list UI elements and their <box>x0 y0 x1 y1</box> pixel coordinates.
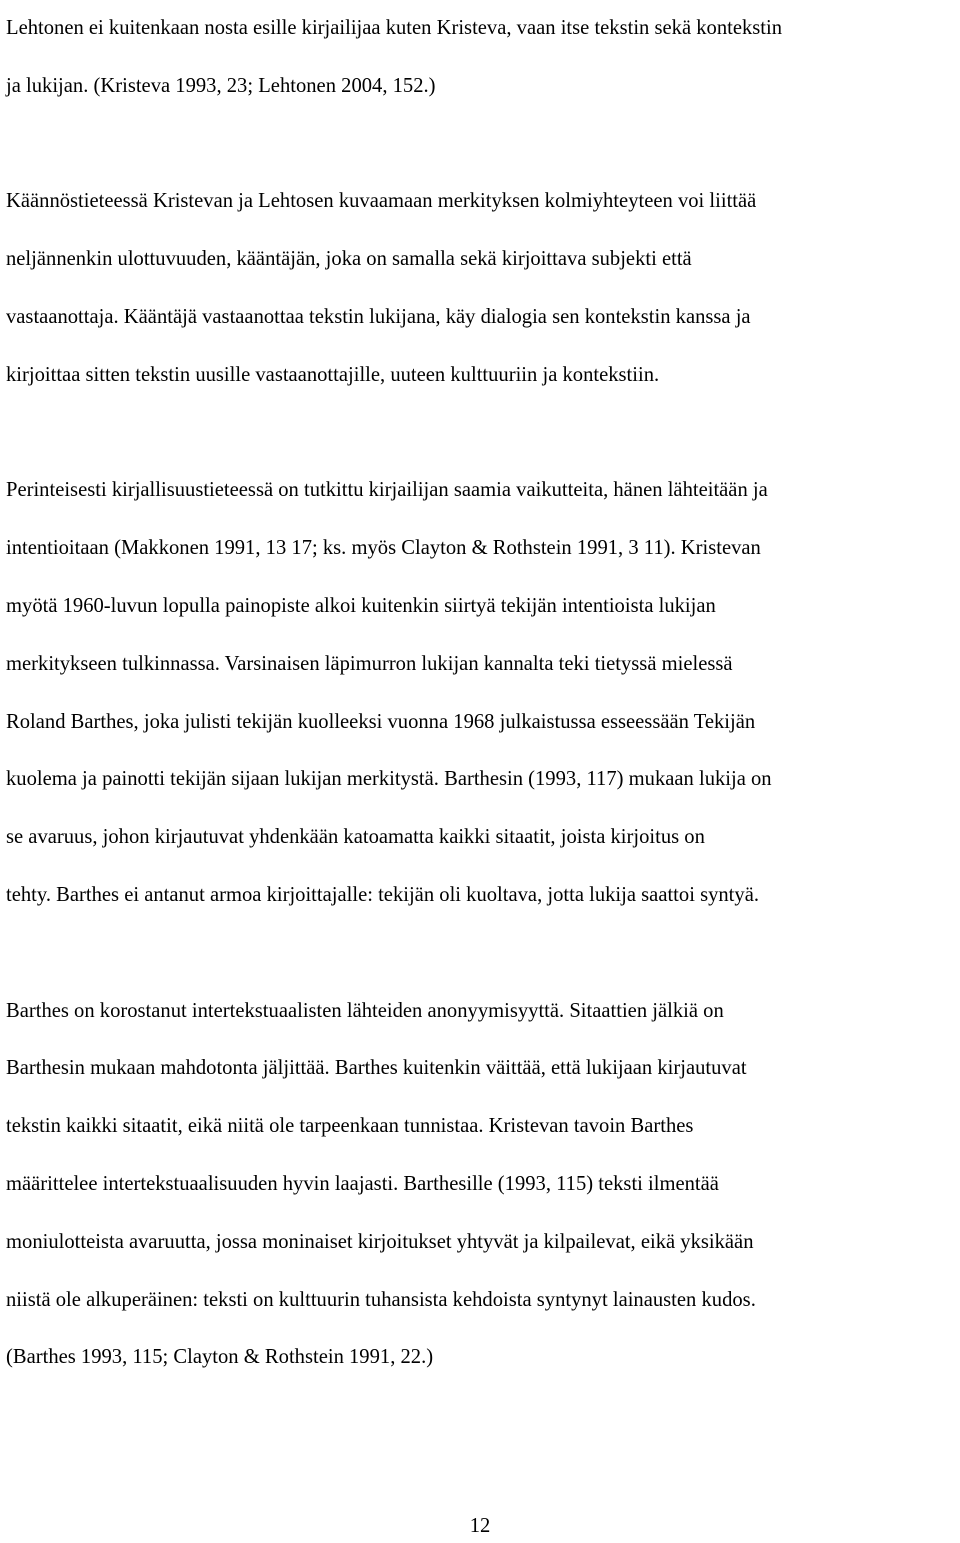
text-line: määrittelee intertekstuaalisuuden hyvin laajasti. Barthesille (1993, 115) teksti ilmentää <box>6 1172 719 1195</box>
page-number: 12 <box>469 1515 491 1537</box>
text-line: Barthesin mukaan mahdotonta jäljittää. Barthes kuitenkin väittää, että lukijaan kirjautuvat <box>6 1057 747 1080</box>
paragraph-4 <box>6 983 954 1388</box>
text-line: kuolema ja painotti tekijän sijaan lukijan merkitystä. Barthesin (1993, 117) mukaan lukija on <box>6 768 772 791</box>
text-line: vastaanottaja. Kääntäjä vastaanottaa tekstin lukijana, käy dialogia sen kontekstin kanssa ja <box>6 305 751 328</box>
paragraph-3 <box>6 462 954 924</box>
text-line: myötä 1960-luvun lopulla painopiste alkoi kuitenkin siirtyä tekijän intentioista lukijan <box>6 594 716 617</box>
text-line: neljännenkin ulottuvuuden, kääntäjän, joka on samalla sekä kirjoittava subjekti että <box>6 248 692 271</box>
text-line: se avaruus, johon kirjautuvat yhdenkään katoamatta kaikki sitaatit, joista kirjoitus on <box>6 826 705 849</box>
body-text <box>6 0 954 1387</box>
text-line: merkitykseen tulkinnassa. Varsinaisen läpimurron lukijan kannalta teki tietyssä mielessä <box>6 652 733 675</box>
text-line: Lehtonen ei kuitenkaan nosta esille kirjailijaa kuten Kristeva, vaan itse tekstin sekä kontekstin <box>6 17 783 39</box>
text-line: Roland Barthes, joka julisti tekijän kuolleeksi vuonna 1968 julkaistussa esseessään Tekijän <box>6 710 756 733</box>
text-line: Barthes on korostanut intertekstuaalisten lähteiden anonyymisyyttä. Sitaattien jälkiä on <box>6 999 724 1022</box>
text-line: ja lukijan. (Kristeva 1993, 23; Lehtonen 2004, 152.) <box>6 74 436 97</box>
text-line: niistä ole alkuperäinen: teksti on kulttuurin tuhansista kehdoista syntynyt lainausten kudos. <box>6 1288 756 1311</box>
text-line: Käännöstieteessä Kristevan ja Lehtosen kuvaamaan merkityksen kolmiyhteyteen voi liittää <box>6 190 757 213</box>
text-line: moniulotteista avaruutta, jossa moninaiset kirjoitukset yhtyvät ja kilpailevat, eikä yksikään <box>6 1230 754 1253</box>
text-line: tekstin kaikki sitaatit, eikä niitä ole tarpeenkaan tunnistaa. Kristevan tavoin Barthes <box>6 1115 694 1138</box>
text-line: Perinteisesti kirjallisuustieteessä on tutkittu kirjailijan saamia vaikutteita, hänen lähteitään ja <box>6 479 768 502</box>
text-line: (Barthes 1993, 115; Clayton & Rothstein 1991, 22.) <box>6 1346 434 1369</box>
text-line: intentioitaan (Makkonen 1991, 13 17; ks. myös Clayton & Rothstein 1991, 3 11). Kristevan <box>6 537 761 560</box>
paragraph-2 <box>6 173 954 404</box>
text-line: kirjoittaa sitten tekstin uusille vastaanottajille, uuteen kulttuuriin ja kontekstiin. <box>6 363 660 386</box>
paragraph-1 <box>6 0 954 116</box>
text-line: tehty. Barthes ei antanut armoa kirjoittajalle: tekijän oli kuoltava, jotta lukija saattoi syntyä. <box>6 883 759 906</box>
